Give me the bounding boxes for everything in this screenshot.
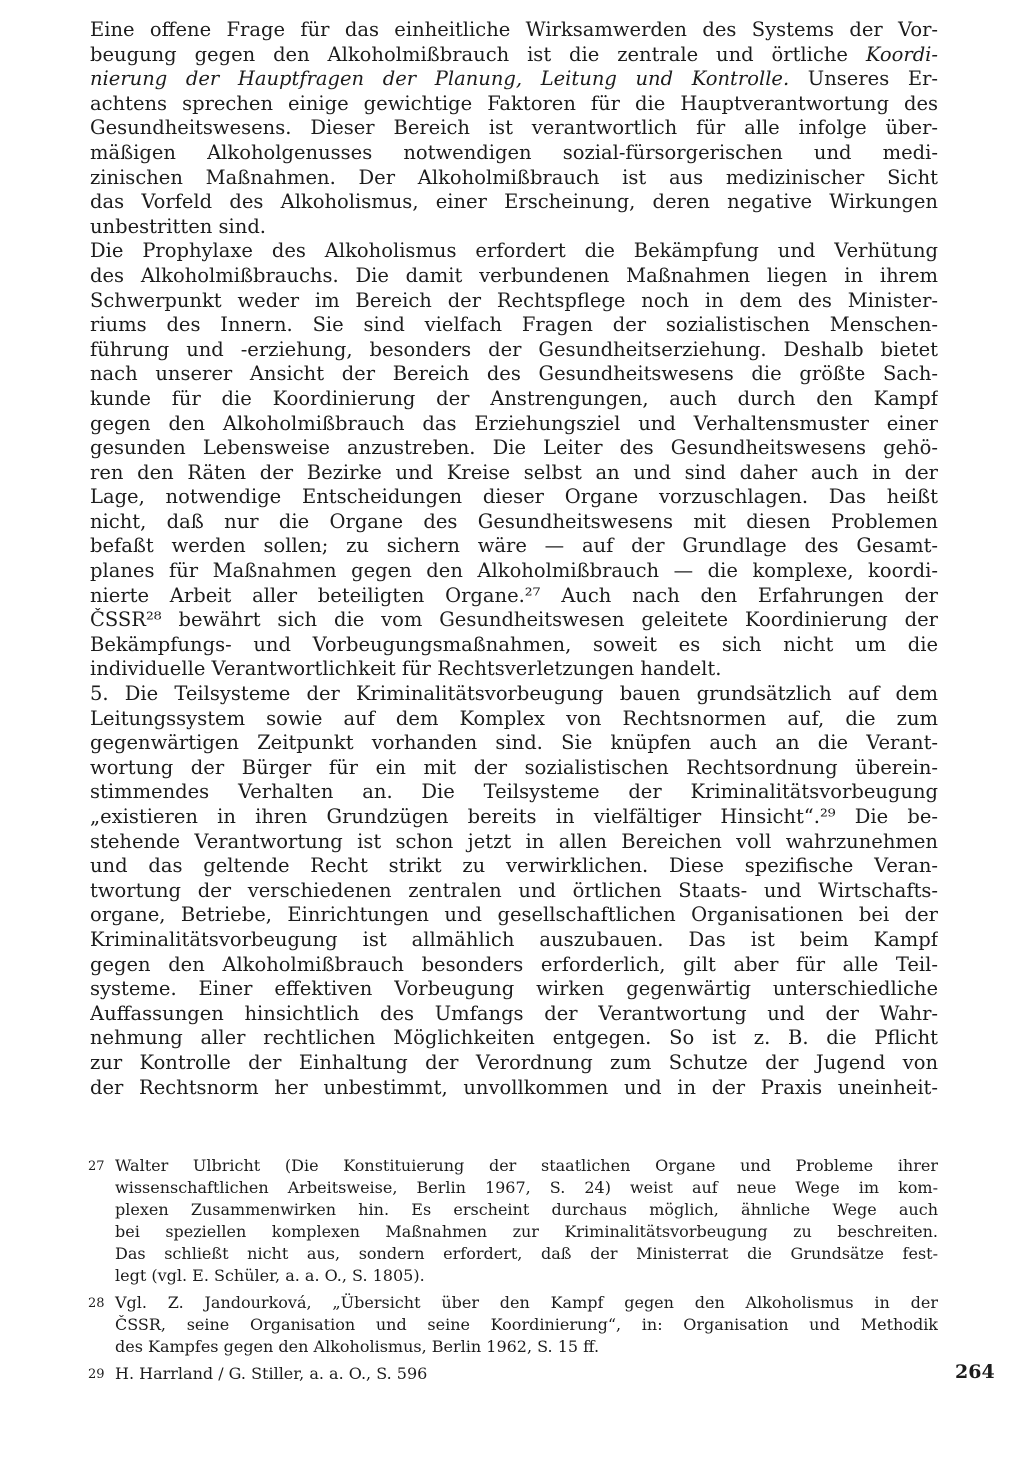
text-line: unbestritten sind. bbox=[90, 214, 266, 238]
text-line: gegen den Alkoholmißbrauch das Erziehungsziel und Verhaltensmuster einer bbox=[90, 411, 938, 435]
emphasis: nierung der Hauptfragen der Planung, Leitung und Kontrolle. bbox=[90, 67, 790, 91]
text-line: nierung der Hauptfragen der Planung, Leitung und Kontrolle. Unseres Er- bbox=[90, 67, 938, 91]
emphasis: Koordi- bbox=[865, 42, 938, 66]
text-line: zinischen Maßnahmen. Der Alkoholmißbrauch ist aus medizinischer Sicht bbox=[90, 165, 938, 189]
text-line: beugung gegen den Alkoholmißbrauch ist die zentrale und örtliche Koordi- bbox=[90, 42, 938, 66]
footnote-line bbox=[88, 1243, 938, 1265]
text-line: achtens sprechen einige gewichtige Faktoren für die Hauptverantwortung des bbox=[90, 91, 938, 115]
footnote-text: Walter Ulbricht (Die Konstituierung der staatlichen Organe und Probleme ihrer bbox=[115, 1156, 938, 1175]
footnote-line bbox=[88, 1265, 938, 1287]
text-line: des Alkoholmißbrauchs. Die damit verbundenen Maßnahmen liegen in ihrem bbox=[90, 263, 938, 287]
text-line: twortung der verschiedenen zentralen und örtlichen Staats- und Wirtschafts- bbox=[90, 878, 938, 902]
text-line: Die Prophylaxe des Alkoholismus erfordert die Bekämpfung und Verhütung bbox=[90, 239, 938, 263]
text-line: zur Kontrolle der Einhaltung der Verordnung zum Schutze der Jugend von bbox=[90, 1050, 938, 1074]
footnote-number: 28 bbox=[88, 1296, 105, 1311]
footnote-number: 29 bbox=[88, 1367, 105, 1382]
text-line: stehende Verantwortung ist schon jetzt in allen Bereichen voll wahrzunehmen bbox=[90, 829, 938, 853]
footnote-text: bei speziellen komplexen Maßnahmen zur Kriminalitätsvorbeugung zu beschreiten. bbox=[115, 1222, 938, 1241]
text-line: organe, Betriebe, Einrichtungen und gesellschaftlichen Organisationen bei der bbox=[90, 903, 938, 927]
footnote-line bbox=[88, 1292, 938, 1314]
text-line: Bekämpfungs- und Vorbeugungsmaßnahmen, soweit es sich nicht um die bbox=[90, 632, 938, 656]
text-line: Kriminalitätsvorbeugung ist allmählich auszubauen. Das ist beim Kampf bbox=[90, 927, 938, 951]
footnote-29 bbox=[88, 1363, 938, 1385]
footnote-28 bbox=[88, 1292, 938, 1358]
text-line: wortung der Bürger für ein mit der sozialistischen Rechtsordnung überein- bbox=[90, 755, 938, 779]
footnote-text: Vgl. Z. Jandourková, „Übersicht über den Kampf gegen den Alkoholismus in der bbox=[115, 1293, 938, 1312]
text-line: das Vorfeld des Alkoholismus, einer Erscheinung, deren negative Wirkungen bbox=[90, 190, 938, 214]
footnote-text: H. Harrland / G. Stiller, a. a. O., S. 596 bbox=[115, 1364, 428, 1383]
footnote-line bbox=[88, 1199, 938, 1221]
text-line: Leitungssystem sowie auf dem Komplex von Rechtsnormen auf, die zum bbox=[90, 706, 938, 730]
page-number: 264 bbox=[955, 1361, 995, 1383]
text-line: ren den Räten der Bezirke und Kreise selbst an und sind daher auch in der bbox=[90, 460, 938, 484]
footnote-line bbox=[88, 1336, 938, 1358]
text-line: riums des Innern. Sie sind vielfach Fragen der sozialistischen Menschen- bbox=[90, 313, 938, 337]
text-line: Auffassungen hinsichtlich des Umfangs der Verantwortung und der Wahr- bbox=[90, 1001, 938, 1025]
text-line: planes für Maßnahmen gegen den Alkoholmißbrauch — die komplexe, koordi- bbox=[90, 559, 938, 583]
text-line: nach unserer Ansicht der Bereich des Gesundheitswesens die größte Sach- bbox=[90, 362, 938, 386]
footnote-line bbox=[88, 1221, 938, 1243]
text-line: gegen den Alkoholmißbrauch besonders erforderlich, gilt aber für alle Teil- bbox=[90, 952, 938, 976]
footnote-line bbox=[88, 1314, 938, 1336]
text-line: systeme. Einer effektiven Vorbeugung wirken gegenwärtig unterschiedliche bbox=[90, 977, 938, 1001]
text-line: gesunden Lebensweise anzustreben. Die Leiter des Gesundheitswesens gehö- bbox=[90, 436, 938, 460]
text-line: individuelle Verantwortlichkeit für Rechtsverletzungen handelt. bbox=[90, 657, 722, 681]
text-line: mäßigen Alkoholgenusses notwendigen sozial-fürsorgerischen und medi- bbox=[90, 140, 938, 164]
footnote-text: ČSSR, seine Organisation und seine Koordinierung“, in: Organisation und Methodik bbox=[115, 1315, 938, 1334]
text-line: ČSSR²⁸ bewährt sich die vom Gesundheitswesen geleitete Koordinierung der bbox=[90, 608, 938, 632]
footnote-text: plexen Zusammenwirken hin. Es erscheint durchaus möglich, ähnliche Wege auch bbox=[115, 1200, 938, 1219]
footnotes bbox=[88, 1155, 938, 1390]
text-line: Gesundheitswesens. Dieser Bereich ist verantwortlich für alle infolge über- bbox=[90, 116, 938, 140]
text-line: 5. Die Teilsysteme der Kriminalitätsvorbeugung bauen grundsätzlich auf dem bbox=[90, 682, 938, 706]
text-line: Schwerpunkt weder im Bereich der Rechtspflege noch in dem des Minister- bbox=[90, 288, 938, 312]
footnote-text: legt (vgl. E. Schüler, a. a. O., S. 1805). bbox=[115, 1266, 425, 1285]
text-line: nierte Arbeit aller beteiligten Organe.²⁷ Auch nach den Erfahrungen der bbox=[90, 583, 938, 607]
footnote-number: 27 bbox=[88, 1159, 105, 1174]
text-line: der Rechtsnorm her unbestimmt, unvollkommen und in der Praxis uneinheit- bbox=[90, 1075, 938, 1099]
footnote-text: des Kampfes gegen den Alkoholismus, Berlin 1962, S. 15 ff. bbox=[115, 1337, 600, 1356]
body-text bbox=[90, 18, 938, 1100]
text-line: und das geltende Recht strikt zu verwirklichen. Diese spezifische Veran- bbox=[90, 854, 938, 878]
footnote-line bbox=[88, 1155, 938, 1177]
text-line: nicht, daß nur die Organe des Gesundheitswesens mit diesen Problemen bbox=[90, 509, 938, 533]
text-line: Lage, notwendige Entscheidungen dieser Organe vorzuschlagen. Das heißt bbox=[90, 485, 938, 509]
text-line: nehmung aller rechtlichen Möglichkeiten entgegen. So ist z. B. die Pflicht bbox=[90, 1026, 938, 1050]
text-line: befaßt werden sollen; zu sichern wäre — auf der Grundlage des Gesamt- bbox=[90, 534, 938, 558]
text-line: Eine offene Frage für das einheitliche Wirksamwerden des Systems der Vor- bbox=[90, 18, 938, 41]
text-line: führung und -erziehung, besonders der Gesundheitserziehung. Deshalb bietet bbox=[90, 337, 938, 361]
text-line: kunde für die Koordinierung der Anstrengungen, auch durch den Kampf bbox=[90, 386, 938, 410]
text-line: stimmendes Verhalten an. Die Teilsysteme der Kriminalitätsvorbeugung bbox=[90, 780, 938, 804]
footnote-line bbox=[88, 1363, 938, 1385]
footnote-27 bbox=[88, 1155, 938, 1287]
footnote-text: wissenschaftlichen Arbeitsweise, Berlin 1967, S. 24) weist auf neue Wege im kom- bbox=[115, 1178, 938, 1197]
text-line: gegenwärtigen Zeitpunkt vorhanden sind. Sie knüpfen auch an die Verant- bbox=[90, 731, 938, 755]
text-line: „existieren in ihren Grundzügen bereits in vielfältiger Hinsicht“.²⁹ Die be- bbox=[90, 805, 938, 828]
footnote-text: Das schließt nicht aus, sondern erfordert, daß der Ministerrat die Grundsätze fest- bbox=[115, 1244, 938, 1263]
footnote-line bbox=[88, 1177, 938, 1199]
